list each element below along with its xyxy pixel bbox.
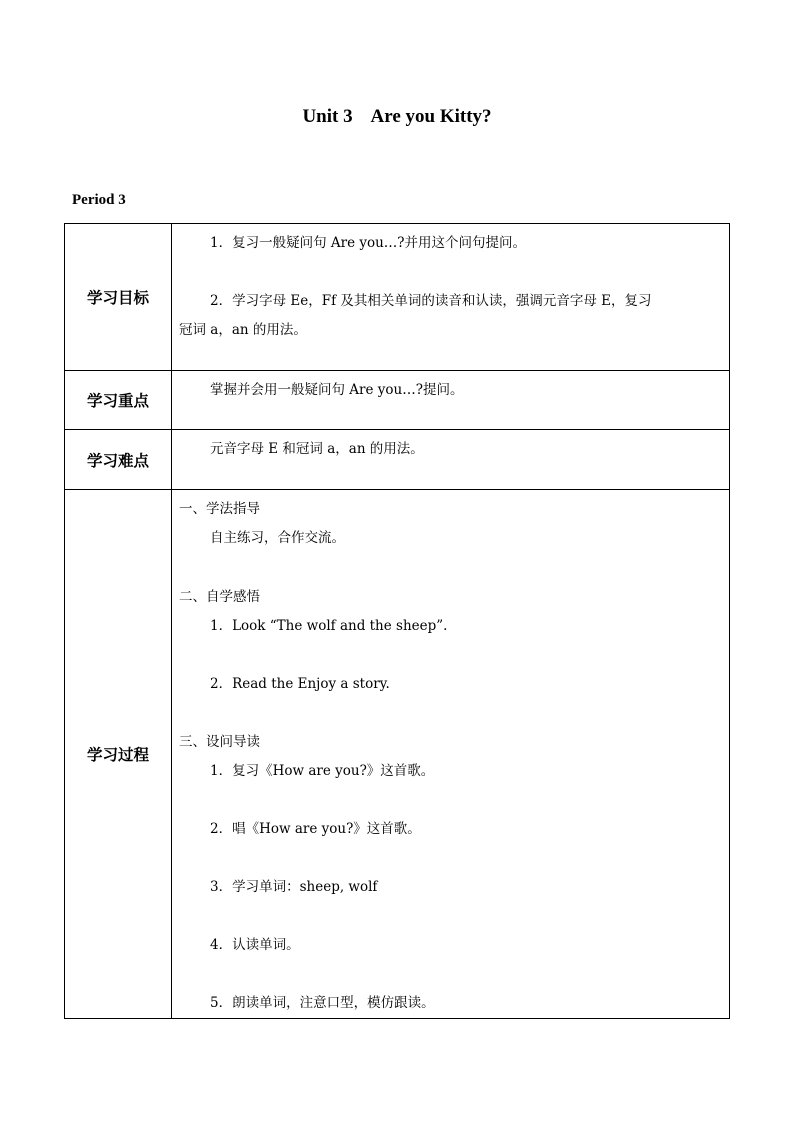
table-row-process	[65, 490, 730, 1019]
row-content-focus	[172, 371, 730, 430]
section-1-text: 自主练习，合作交流。	[210, 530, 345, 546]
table-row-focus	[65, 371, 730, 430]
focus-text: 掌握并会用一般疑问句 Are you…?提问。	[210, 382, 464, 398]
section-3-item: 1．复习《How are you?》这首歌。	[210, 763, 435, 779]
section-1-title: 一、学法指导	[179, 501, 260, 517]
row-label-process: 学习过程	[65, 490, 172, 1019]
section-3-item: 5．朗读单词，注意口型，模仿跟读。	[210, 995, 435, 1011]
section-2-item: 2．Read the Enjoy a story.	[210, 676, 390, 692]
table-row-goals	[65, 224, 730, 371]
goal-item-2-line-2: 冠词 a，an 的用法。	[179, 322, 307, 338]
row-label-focus: 学习重点	[65, 371, 172, 430]
row-content-process	[172, 490, 730, 1019]
section-2-item: 1．Look “The wolf and the sheep”.	[210, 618, 448, 634]
document-title: Unit 3 Are you Kitty?	[302, 106, 492, 127]
row-label-difficulty: 学习难点	[65, 430, 172, 490]
section-3-title: 三、设问导读	[179, 734, 260, 750]
row-content-difficulty	[172, 430, 730, 490]
goal-item-1: 1．复习一般疑问句 Are you…?并用这个问句提问。	[210, 235, 527, 251]
row-content-goals	[172, 224, 730, 371]
difficulty-text: 元音字母 E 和冠词 a，an 的用法。	[210, 441, 424, 457]
section-2-title: 二、自学感悟	[179, 589, 260, 605]
section-3-item: 4．认读单词。	[210, 937, 300, 953]
period-heading: Period 3	[72, 192, 126, 208]
section-3-item: 2．唱《How are you?》这首歌。	[210, 821, 421, 837]
row-label-goals: 学习目标	[65, 224, 172, 371]
section-3-item: 3．学习单词：sheep, wolf	[210, 879, 378, 895]
goal-item-2-line-1: 2．学习字母 Ee，Ff 及其相关单词的读音和认读，强调元音字母 E，复习	[210, 293, 652, 309]
lesson-plan-table	[64, 223, 730, 1019]
table-row-difficulty	[65, 430, 730, 490]
